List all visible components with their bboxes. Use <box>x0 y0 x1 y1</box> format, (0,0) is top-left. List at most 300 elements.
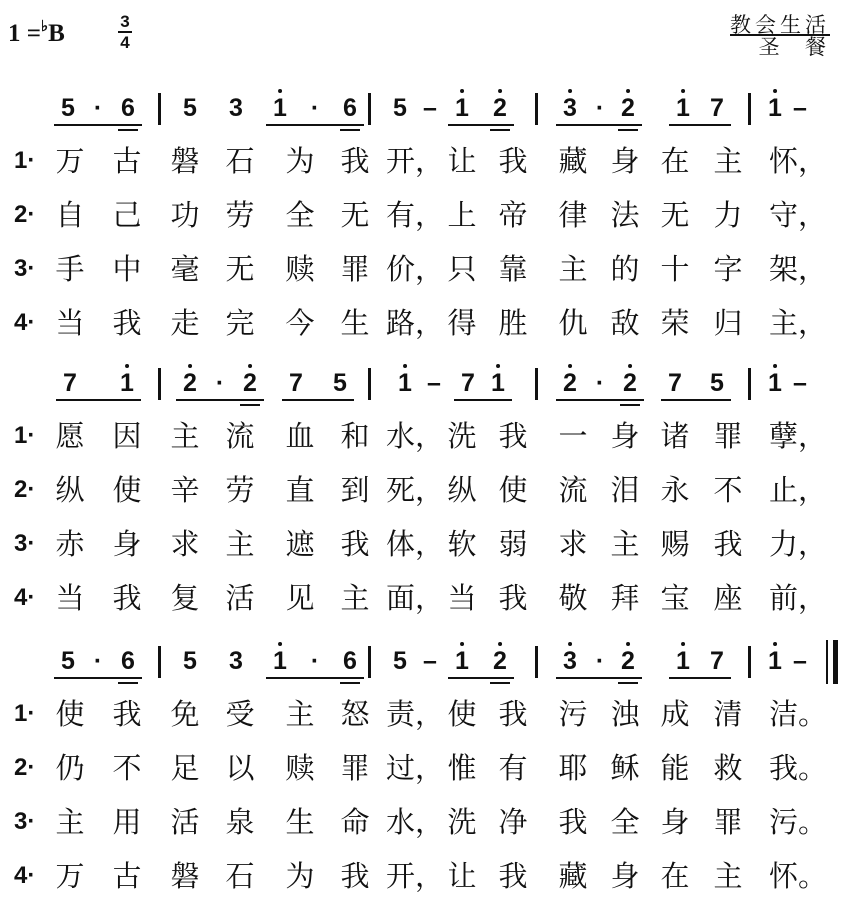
lyric-syllable: 身 <box>610 419 640 453</box>
category-line-1: 教会生活 <box>730 13 830 37</box>
lyric-syllable: 主 <box>713 144 743 178</box>
barline <box>535 646 538 678</box>
lyric-syllable: 活 <box>170 805 200 839</box>
time-signature <box>118 12 132 52</box>
category-line-2: 圣 餐 <box>758 35 830 59</box>
melody-note: 2 <box>243 370 257 396</box>
melody-note: – <box>427 369 441 397</box>
lyric-syllable: 主 <box>610 527 640 561</box>
lyric-syllable: 净 <box>498 805 528 839</box>
lyric-syllable: 使 <box>498 473 528 507</box>
octave-dot <box>626 642 630 646</box>
beam-underline <box>176 399 264 401</box>
melody-note: 1 <box>676 648 690 674</box>
melody-note: – <box>423 647 437 675</box>
lyric-syllable: 靠 <box>498 252 528 286</box>
melody-note: 1 <box>455 648 469 674</box>
lyric-syllable: 赎 <box>285 252 315 286</box>
lyric-syllable: 自 <box>55 198 85 232</box>
barline <box>158 646 161 678</box>
lyric-syllable: 当 <box>55 306 85 340</box>
melody-note: 5 <box>393 647 407 675</box>
lyric-syllable: 主 <box>55 805 85 839</box>
octave-dot <box>498 642 502 646</box>
lyric-syllable: 我 <box>498 144 528 178</box>
lyric-syllable: 在 <box>660 859 690 893</box>
barline <box>368 646 371 678</box>
lyric-syllable: 纵 <box>447 473 477 507</box>
melody-note: 3 <box>563 95 577 121</box>
lyric-syllable: 我 <box>498 419 528 453</box>
lyric-syllable: 功 <box>170 198 200 232</box>
octave-dot <box>628 364 632 368</box>
lyric-syllable: 十 <box>660 252 690 286</box>
melody-note: 1 <box>120 370 134 396</box>
lyric-syllable: 罪 <box>340 751 370 785</box>
lyric-syllable: 罪 <box>713 419 743 453</box>
lyric-syllable: 法 <box>610 198 640 232</box>
lyric-syllable: 律 <box>558 198 588 232</box>
melody-note: 1 <box>491 370 505 396</box>
lyric-syllable: 体， <box>385 527 445 561</box>
beam-underline-double <box>340 129 360 131</box>
lyric-syllable: 用 <box>112 805 142 839</box>
verse-number: 2· <box>14 754 36 781</box>
lyric-syllable: 污。 <box>768 805 828 839</box>
melody-note: 2 <box>183 370 197 396</box>
melody-note: 7 <box>63 369 77 397</box>
lyric-syllable: 使 <box>447 697 477 731</box>
lyric-syllable: 万 <box>55 144 85 178</box>
octave-dot <box>568 364 572 368</box>
lyric-syllable: 帝 <box>498 198 528 232</box>
beam-underline <box>556 399 644 401</box>
lyric-syllable: 主 <box>285 697 315 731</box>
lyric-syllable: 稣 <box>610 751 640 785</box>
lyric-syllable: 一 <box>558 419 588 453</box>
melody-note: · <box>93 94 103 122</box>
lyric-syllable: 拜 <box>610 581 640 615</box>
verse-number: 4· <box>14 862 36 889</box>
lyric-syllable: 因 <box>112 419 142 453</box>
melody-note: 7 <box>461 369 475 397</box>
lyric-syllable: 力 <box>713 198 743 232</box>
beam-underline <box>54 124 142 126</box>
beam-underline <box>556 677 642 679</box>
octave-dot <box>278 642 282 646</box>
beam-underline-double <box>490 682 510 684</box>
lyric-syllable: 石 <box>225 144 255 178</box>
lyric-syllable: 主 <box>558 252 588 286</box>
melody-note: 1 <box>768 370 782 396</box>
lyric-syllable: 古 <box>112 859 142 893</box>
lyric-syllable: 磐 <box>170 859 200 893</box>
lyric-syllable: 当 <box>447 581 477 615</box>
lyric-syllable: 在 <box>660 144 690 178</box>
melody-note: 2 <box>493 648 507 674</box>
lyric-syllable: 身 <box>610 144 640 178</box>
lyric-syllable: 价， <box>385 252 445 286</box>
melody-note: 1 <box>273 95 287 121</box>
lyric-syllable: 只 <box>447 252 477 286</box>
lyric-syllable: 惟 <box>447 751 477 785</box>
lyric-syllable: 命 <box>340 805 370 839</box>
lyric-syllable: 上 <box>447 198 477 232</box>
lyric-syllable: 身 <box>112 527 142 561</box>
lyric-syllable: 主 <box>225 527 255 561</box>
lyric-syllable: 求 <box>558 527 588 561</box>
lyric-syllable: 足 <box>170 751 200 785</box>
lyric-syllable: 受 <box>225 697 255 731</box>
melody-note: · <box>310 647 320 675</box>
lyric-syllable: 身 <box>660 805 690 839</box>
lyric-syllable: 罪 <box>340 252 370 286</box>
lyric-syllable: 开， <box>385 859 445 893</box>
lyric-syllable: 全 <box>285 198 315 232</box>
lyric-syllable: 荣 <box>660 306 690 340</box>
lyric-syllable: 洁。 <box>768 697 828 731</box>
lyric-syllable: 石 <box>225 859 255 893</box>
lyric-syllable: 藏 <box>558 144 588 178</box>
verse-number: 4· <box>14 584 36 611</box>
lyric-syllable: 流 <box>558 473 588 507</box>
lyric-syllable: 全 <box>610 805 640 839</box>
melody-note: 5 <box>61 94 75 122</box>
beam-underline <box>669 677 731 679</box>
key-signature: 1 =♭B <box>8 19 65 47</box>
lyric-syllable: 无 <box>340 198 370 232</box>
lyric-syllable: 生 <box>285 805 315 839</box>
lyric-syllable: 怒 <box>340 697 370 731</box>
lyric-syllable: 让 <box>447 144 477 178</box>
lyric-syllable: 能 <box>660 751 690 785</box>
lyric-syllable: 我 <box>498 859 528 893</box>
lyric-syllable: 身 <box>610 859 640 893</box>
melody-note: 5 <box>710 369 724 397</box>
melody-note: · <box>93 647 103 675</box>
lyric-syllable: 水， <box>385 805 445 839</box>
lyric-syllable: 止， <box>768 473 828 507</box>
melody-note: 5 <box>333 369 347 397</box>
melody-note: – <box>423 94 437 122</box>
melody-note: 1 <box>768 648 782 674</box>
lyric-syllable: 完 <box>225 306 255 340</box>
lyric-syllable: 中 <box>112 252 142 286</box>
barline <box>535 368 538 400</box>
lyric-syllable: 怀。 <box>768 859 828 893</box>
lyric-syllable: 让 <box>447 859 477 893</box>
lyric-syllable: 赎 <box>285 751 315 785</box>
lyric-syllable: 复 <box>170 581 200 615</box>
lyric-syllable: 生 <box>340 306 370 340</box>
lyric-syllable: 赐 <box>660 527 690 561</box>
lyric-syllable: 主 <box>170 419 200 453</box>
melody-note: 6 <box>343 647 357 675</box>
beam-underline <box>448 124 514 126</box>
octave-dot <box>681 89 685 93</box>
melody-note: 5 <box>183 647 197 675</box>
melody-note: · <box>595 94 605 122</box>
beam-underline <box>556 124 642 126</box>
lyric-syllable: 磐 <box>170 144 200 178</box>
melody-note: 7 <box>710 647 724 675</box>
octave-dot <box>498 89 502 93</box>
lyric-syllable: 开， <box>385 144 445 178</box>
verse-number: 4· <box>14 309 36 336</box>
octave-dot <box>496 364 500 368</box>
lyric-syllable: 我 <box>340 859 370 893</box>
final-barline-thick <box>833 640 838 684</box>
barline <box>748 368 751 400</box>
lyric-syllable: 辛 <box>170 473 200 507</box>
lyric-syllable: 见 <box>285 581 315 615</box>
lyric-syllable: 仇 <box>558 306 588 340</box>
lyric-syllable: 救 <box>713 751 743 785</box>
octave-dot <box>403 364 407 368</box>
melody-note: 7 <box>668 369 682 397</box>
lyric-syllable: 主， <box>768 306 828 340</box>
lyric-syllable: 弱 <box>498 527 528 561</box>
beam-underline <box>661 399 731 401</box>
lyric-syllable: 洗 <box>447 805 477 839</box>
lyric-syllable: 以 <box>225 751 255 785</box>
barline <box>368 93 371 125</box>
octave-dot <box>460 89 464 93</box>
lyric-syllable: 求 <box>170 527 200 561</box>
lyric-syllable: 我 <box>112 697 142 731</box>
lyric-syllable: 使 <box>55 697 85 731</box>
lyric-syllable: 前， <box>768 581 828 615</box>
lyric-syllable: 和 <box>340 419 370 453</box>
lyric-syllable: 愿 <box>55 419 85 453</box>
lyric-syllable: 赤 <box>55 527 85 561</box>
lyric-syllable: 宝 <box>660 581 690 615</box>
lyric-syllable: 泉 <box>225 805 255 839</box>
lyric-syllable: 面， <box>385 581 445 615</box>
beam-underline <box>266 124 364 126</box>
lyric-syllable: 己 <box>112 198 142 232</box>
lyric-syllable: 我 <box>498 697 528 731</box>
beam-underline <box>454 399 512 401</box>
lyric-syllable: 当 <box>55 581 85 615</box>
lyric-syllable: 不 <box>112 751 142 785</box>
lyric-syllable: 无 <box>660 198 690 232</box>
lyric-syllable: 架， <box>768 252 828 286</box>
melody-note: 2 <box>621 95 635 121</box>
lyric-syllable: 劳 <box>225 473 255 507</box>
melody-note: 1 <box>768 95 782 121</box>
lyric-syllable: 我 <box>112 581 142 615</box>
melody-note: 7 <box>710 94 724 122</box>
octave-dot <box>248 364 252 368</box>
beam-underline-double <box>118 682 138 684</box>
beam-underline-double <box>620 404 640 406</box>
melody-note: 7 <box>289 369 303 397</box>
lyric-syllable: 藏 <box>558 859 588 893</box>
lyric-syllable: 毫 <box>170 252 200 286</box>
lyric-syllable: 纵 <box>55 473 85 507</box>
verse-number: 1· <box>14 422 36 449</box>
lyric-syllable: 力， <box>768 527 828 561</box>
barline <box>158 93 161 125</box>
lyric-syllable: 字 <box>713 252 743 286</box>
lyric-syllable: 走 <box>170 306 200 340</box>
final-barline-thin <box>826 640 828 684</box>
lyric-syllable: 罪 <box>713 805 743 839</box>
melody-note: 1 <box>676 95 690 121</box>
lyric-syllable: 今 <box>285 306 315 340</box>
lyric-syllable: 我 <box>558 805 588 839</box>
octave-dot <box>125 364 129 368</box>
octave-dot <box>460 642 464 646</box>
lyric-syllable: 清 <box>713 697 743 731</box>
melody-note: – <box>793 94 807 122</box>
octave-dot <box>773 642 777 646</box>
lyric-syllable: 我 <box>340 527 370 561</box>
melody-note: – <box>793 369 807 397</box>
lyric-syllable: 遮 <box>285 527 315 561</box>
lyric-syllable: 敬 <box>558 581 588 615</box>
melody-note: · <box>310 94 320 122</box>
beam-underline-double <box>618 129 638 131</box>
melody-note: – <box>793 647 807 675</box>
beam-underline-double <box>240 404 260 406</box>
melody-note: 6 <box>121 94 135 122</box>
melody-note: 2 <box>623 370 637 396</box>
lyric-syllable: 胜 <box>498 306 528 340</box>
lyric-syllable: 劳 <box>225 198 255 232</box>
lyric-syllable: 免 <box>170 697 200 731</box>
lyric-syllable: 活 <box>225 581 255 615</box>
beam-underline-double <box>340 682 360 684</box>
melody-note: · <box>595 647 605 675</box>
melody-note: 2 <box>621 648 635 674</box>
melody-note: 5 <box>393 94 407 122</box>
time-signature-top: 3 <box>120 12 130 31</box>
lyric-syllable: 我 <box>112 306 142 340</box>
melody-note: 2 <box>563 370 577 396</box>
lyric-syllable: 死， <box>385 473 445 507</box>
octave-dot <box>681 642 685 646</box>
lyric-syllable: 我 <box>713 527 743 561</box>
lyric-syllable: 归 <box>713 306 743 340</box>
lyric-syllable: 无 <box>225 252 255 286</box>
lyric-syllable: 守， <box>768 198 828 232</box>
lyric-syllable: 万 <box>55 859 85 893</box>
lyric-syllable: 耶 <box>558 751 588 785</box>
barline <box>158 368 161 400</box>
lyric-syllable: 为 <box>285 859 315 893</box>
octave-dot <box>188 364 192 368</box>
melody-note: 1 <box>455 95 469 121</box>
octave-dot <box>278 89 282 93</box>
verse-number: 1· <box>14 700 36 727</box>
melody-note: 3 <box>563 648 577 674</box>
melody-note: 3 <box>229 94 243 122</box>
hymn-category <box>695 14 830 58</box>
octave-dot <box>773 89 777 93</box>
melody-note: 6 <box>121 647 135 675</box>
octave-dot <box>626 89 630 93</box>
lyric-syllable: 流 <box>225 419 255 453</box>
lyric-syllable: 路， <box>385 306 445 340</box>
lyric-syllable: 我 <box>498 581 528 615</box>
lyric-syllable: 怀， <box>768 144 828 178</box>
lyric-syllable: 的 <box>610 252 640 286</box>
lyric-syllable: 古 <box>112 144 142 178</box>
barline <box>748 93 751 125</box>
lyric-syllable: 水， <box>385 419 445 453</box>
beam-underline <box>56 399 141 401</box>
lyric-syllable: 永 <box>660 473 690 507</box>
lyric-syllable: 污 <box>558 697 588 731</box>
lyric-syllable: 诸 <box>660 419 690 453</box>
melody-note: 6 <box>343 94 357 122</box>
lyric-syllable: 座 <box>713 581 743 615</box>
barline <box>535 93 538 125</box>
verse-number: 1· <box>14 147 36 174</box>
melody-note: · <box>215 369 225 397</box>
verse-number: 3· <box>14 530 36 557</box>
barline <box>748 646 751 678</box>
lyric-syllable: 过， <box>385 751 445 785</box>
barline <box>368 368 371 400</box>
verse-number: 3· <box>14 808 36 835</box>
lyric-syllable: 我 <box>340 144 370 178</box>
lyric-syllable: 成 <box>660 697 690 731</box>
lyric-syllable: 我。 <box>768 751 828 785</box>
lyric-syllable: 主 <box>713 859 743 893</box>
beam-underline-double <box>118 129 138 131</box>
time-signature-bottom: 4 <box>120 33 130 52</box>
beam-underline <box>266 677 364 679</box>
melody-note: 5 <box>61 647 75 675</box>
lyric-syllable: 不 <box>713 473 743 507</box>
lyric-syllable: 主 <box>340 581 370 615</box>
lyric-syllable: 孽， <box>768 419 828 453</box>
melody-note: 1 <box>398 370 412 396</box>
lyric-syllable: 软 <box>447 527 477 561</box>
octave-dot <box>568 89 572 93</box>
beam-underline <box>448 677 514 679</box>
lyric-syllable: 责， <box>385 697 445 731</box>
melody-note: 1 <box>273 648 287 674</box>
beam-underline <box>282 399 354 401</box>
lyric-syllable: 直 <box>285 473 315 507</box>
melody-note: · <box>595 369 605 397</box>
lyric-syllable: 血 <box>285 419 315 453</box>
melody-note: 3 <box>229 647 243 675</box>
lyric-syllable: 到 <box>340 473 370 507</box>
lyric-syllable: 敌 <box>610 306 640 340</box>
beam-underline-double <box>618 682 638 684</box>
lyric-syllable: 泪 <box>610 473 640 507</box>
lyric-syllable: 仍 <box>55 751 85 785</box>
beam-underline <box>669 124 731 126</box>
lyric-syllable: 手 <box>55 252 85 286</box>
verse-number: 2· <box>14 476 36 503</box>
melody-note: 5 <box>183 94 197 122</box>
octave-dot <box>773 364 777 368</box>
beam-underline-double <box>490 129 510 131</box>
lyric-syllable: 有 <box>498 751 528 785</box>
lyric-syllable: 有， <box>385 198 445 232</box>
flat-sign: ♭ <box>41 19 49 35</box>
octave-dot <box>568 642 572 646</box>
lyric-syllable: 浊 <box>610 697 640 731</box>
verse-number: 2· <box>14 201 36 228</box>
lyric-syllable: 使 <box>112 473 142 507</box>
